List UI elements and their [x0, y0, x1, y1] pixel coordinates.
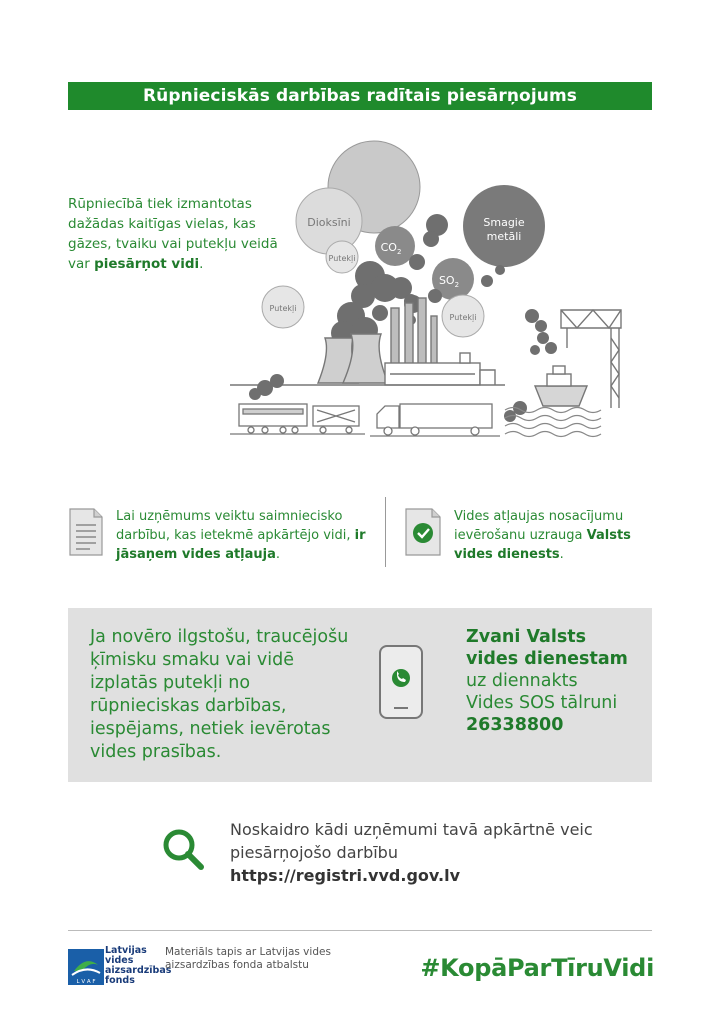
- support-text: Materiāls tapis ar Latvijas vides aizsardzības fonda atbalstu: [165, 946, 331, 971]
- puteklis-label-2: Putekļi: [269, 304, 297, 313]
- train: [230, 404, 365, 434]
- lvaf-logo: [68, 949, 104, 985]
- document-icon: [68, 507, 104, 557]
- registry-url-link[interactable]: https://registri.vvd.gov.lv: [230, 866, 461, 885]
- registry-search: [160, 818, 610, 888]
- supervision-emphasis: Valsts vides dienests: [454, 528, 631, 562]
- checked-document-icon: [404, 507, 442, 557]
- permit-info: [68, 505, 378, 565]
- registry-text-block: [230, 818, 610, 887]
- cooling-towers: [318, 334, 388, 383]
- search-icon: [160, 826, 206, 872]
- puteklis-label-3: Putekļi: [449, 313, 477, 322]
- permit-emphasis: ir jāsaņem vides atļauja: [116, 528, 366, 562]
- smagie-label-1: Smagie: [483, 216, 525, 229]
- footer-divider: [68, 930, 652, 931]
- truck: [370, 404, 500, 436]
- ship: [535, 366, 587, 406]
- permit-text: Lai uzņēmums veiktu saimniecisko darbību, kas ietekmē apkārtējo vidi, ir jāsaņem vides atļauja.: [116, 509, 366, 562]
- so2-label: $SO_2$: [438, 274, 460, 289]
- lvaf-abbreviation: L V A F: [76, 979, 96, 985]
- supervision-info: [404, 505, 664, 565]
- sos-panel: [68, 608, 652, 782]
- smagie-label-2: metāli: [486, 230, 522, 243]
- dioksini-label: Dioksīni: [307, 216, 351, 229]
- sos-phone-number[interactable]: 26338800: [466, 715, 564, 735]
- registry-text: Noskaidro kādi uzņēmumi tavā apkārtnē veic piesārņojošo darbību: [230, 820, 593, 862]
- industry-pollution-illustration: [225, 138, 635, 443]
- smartphone-icon: [378, 644, 424, 720]
- lvaf-logo-text: Latvijas vides aizsardzības fonds: [105, 945, 172, 986]
- vertical-divider: [385, 497, 386, 567]
- intro-text: Rūpniecībā tiek izmantotas dažādas kaitīgas vielas, kas gāzes, tvaiku vai putekļu veidā var piesārņot vidi.: [68, 196, 278, 272]
- factory-building: [385, 353, 495, 385]
- sos-warning-text: Ja novēro ilgstošu, traucējošu ķīmisku smaku vai vidē izplatās putekļi no rūpnieciskas darbības, iespējams, netiek ievērotas vides prasības.: [90, 627, 349, 762]
- call-line-1: Zvani Valsts: [466, 627, 587, 647]
- call-line-4: Vides SOS tālruni: [466, 693, 618, 713]
- campaign-hashtag: #KopāParTīruVidi: [420, 954, 654, 982]
- puteklis-label-1: Putekļi: [328, 254, 356, 263]
- call-line-3: uz diennakts: [466, 671, 578, 691]
- intro-emphasis: piesārņot vidi: [94, 256, 200, 272]
- co2-label: $CO_2$: [380, 241, 402, 256]
- train-smoke: [249, 374, 284, 400]
- call-line-2: vides dienestam: [466, 649, 628, 669]
- sos-call-block: [466, 626, 641, 736]
- page-title: Rūpnieciskās darbības radītais piesārņojums: [68, 82, 652, 110]
- supervision-text: Vides atļaujas nosacījumu ievērošanu uzrauga Valsts vides dienests.: [454, 509, 631, 562]
